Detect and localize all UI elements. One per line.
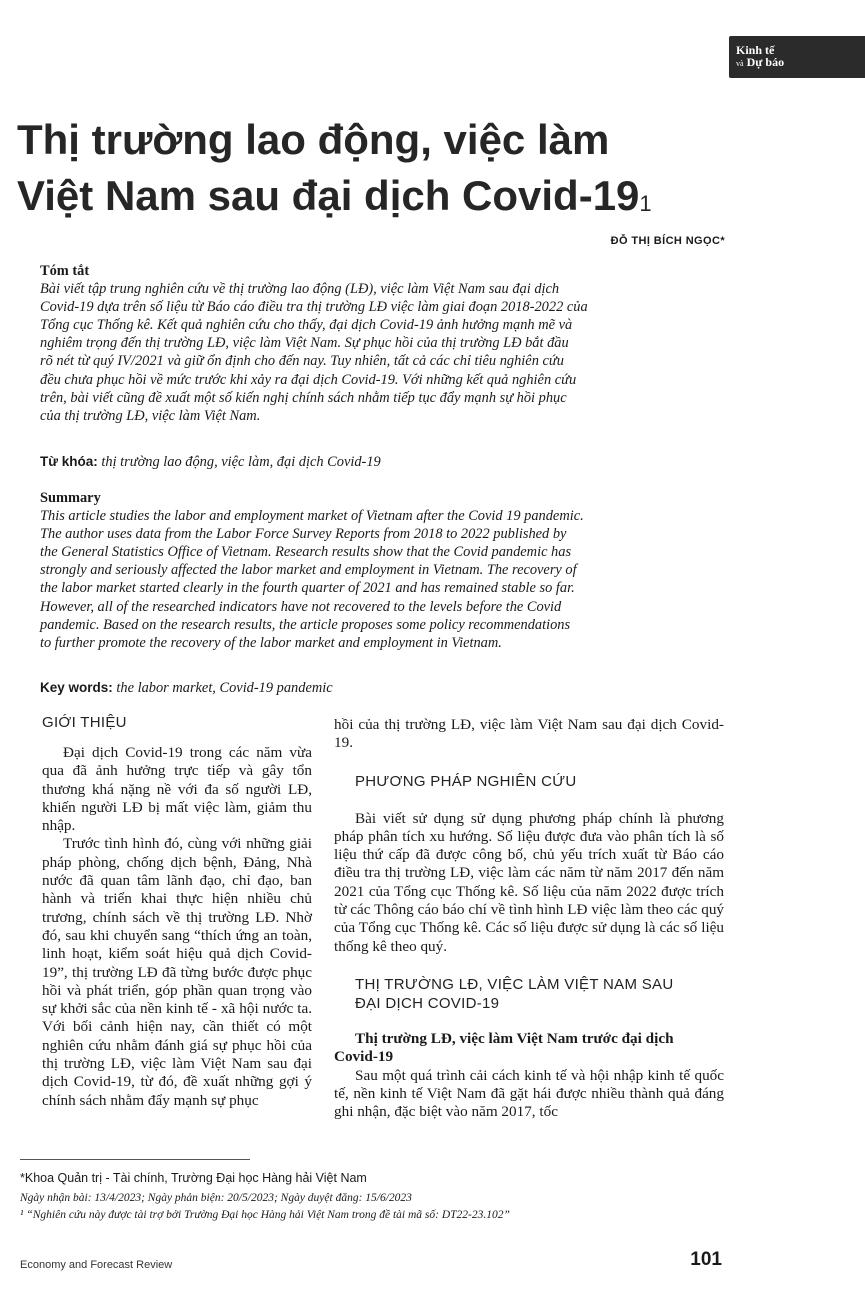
- footnote-funding: ¹ “Nghiên cứu này được tài trợ bởi Trường Đại học Hàng hải Việt Nam trong đề tài mã số: DT22-23.102”: [20, 1209, 510, 1221]
- abstract-vi-heading: Tóm tắt: [40, 263, 90, 279]
- footnote-divider: [20, 1159, 250, 1160]
- section-heading-introduction: GIỚI THIỆU: [42, 714, 127, 731]
- abstract-vi-line: trên, bài viết cũng đề xuất một số kiến nghị chính sách nhằm tiếp tục đẩy mạnh sự hồi phục: [40, 389, 567, 406]
- title-line2: Việt Nam sau đại dịch Covid-19: [17, 172, 640, 219]
- text-line: giải pháp phòng, chống dịch bệnh, Đảng,: [42, 835, 312, 871]
- abstract-en-line: However, all of the researched indicators have not recovered to the levels before the Covid: [40, 598, 562, 615]
- text-line: phần quan trọng vào sự khởi sắc của: [42, 981, 313, 1018]
- footnote-dates: Ngày nhận bài: 13/4/2023; Ngày phản biện: 20/5/2023; Ngày duyệt đăng: 15/6/2023: [20, 1192, 412, 1204]
- keywords-vi-label: Từ khóa:: [40, 454, 98, 469]
- text-line: tế quốc tế, nền kinh tế Việt Nam đã gặt hái được nhiều: [334, 1066, 725, 1102]
- section-heading-labor-market: [355, 975, 724, 1013]
- abstract-vi-line: rõ nét từ quý IV/2021 và giữ ổn định cho đến nay. Tuy nhiên, tất cả các chỉ tiêu nghiên cứu: [40, 353, 564, 370]
- text-line: vào phân tích là số liệu thứ cấp đã được công bố, chủ: [334, 827, 724, 864]
- text-line: nền kinh tế - xã hội nước ta. Với bối: [42, 1000, 313, 1036]
- text-line: Trước tình hình đó, cùng với những: [63, 835, 285, 853]
- methods-paragraph: [334, 810, 724, 956]
- intro-paragraph-2: [42, 835, 312, 1109]
- text-line: Sau một quá trình cải cách kinh tế và hội nhập kinh: [355, 1066, 675, 1084]
- abstract-vi-line: Bài viết tập trung nghiên cứu về thị trường lao động (LĐ), việc làm Việt Nam sau đại dịch: [40, 281, 560, 298]
- text-line: làm các năm từ năm 2017 đến năm 2021 của Tổng: [334, 864, 725, 900]
- abstract-en-line: to further promote the recovery of the labor market and employment in Vietnam.: [40, 634, 502, 651]
- abstract-en-heading: Summary: [40, 490, 101, 506]
- logo-line1: Kinh tế: [736, 43, 775, 57]
- right-column: [334, 716, 724, 1121]
- journal-logo: [729, 36, 865, 78]
- abstract-vietnamese: [40, 262, 705, 425]
- page-title: [17, 112, 777, 224]
- before-covid-paragraph: [334, 1067, 724, 1122]
- title-footnote-mark: 1: [639, 191, 652, 216]
- abstract-en-line: the labor market started clearly in the fourth quarter of 2021 and has remained stable so far.: [40, 580, 575, 597]
- text-line: là các số liệu thống kê theo quý.: [334, 919, 725, 955]
- text-line: Nhờ đó, sau khi chuyển sang “thích ứng: [42, 908, 313, 944]
- text-line: cục Thống kê. Số liệu của năm 2022 được trích từ các: [334, 882, 724, 919]
- abstract-english: [40, 489, 705, 652]
- abstract-vi-line: Covid-19 dựa trên số liệu từ Báo cáo điều tra thị trường LĐ việc làm giai đoạn 2018-2022 của: [40, 299, 588, 316]
- abstract-en-line: pandemic. Based on the research results, the article proposes some policy recommendations: [40, 616, 571, 633]
- text-line: dịch Covid-19”, thị trường LĐ đã từng: [42, 945, 312, 981]
- text-line: cứu nhằm đánh giá sự phục hồi của thị: [42, 1036, 312, 1073]
- text-line: dịch Covid-19, từ đó, đề xuất những gợi: [42, 1073, 299, 1091]
- footnote-affiliation: *Khoa Quản trị - Tài chính, Trường Đại học Hàng hải Việt Nam: [20, 1171, 367, 1185]
- abstract-en-line: The author uses data from the Labor Force Survey Reports from 2018 to 2022 published by: [40, 526, 567, 543]
- logo-small: và: [736, 59, 744, 68]
- text-line: Covid-19.: [334, 716, 724, 752]
- labor-heading-line2: ĐẠI DỊCH COVID-19: [355, 994, 500, 1012]
- text-line: ý chính sách nhằm đẩy mạnh sự phục: [42, 1073, 312, 1109]
- abstract-vi-body: [40, 280, 705, 425]
- section-heading-methods: PHƯƠNG PHÁP NGHIÊN CỨU: [355, 772, 577, 790]
- text-line: yếu trích xuất từ Báo cáo điều tra thị trường LĐ, việc: [334, 846, 725, 882]
- left-column: [42, 744, 312, 1110]
- text-line: Bài viết sử dụng sử dụng phương pháp chính là: [355, 809, 671, 827]
- title-line1: Thị trường lao động, việc làm: [17, 116, 610, 163]
- text-line: thu nhập.: [42, 798, 312, 835]
- text-line: khiến người LĐ bị mất việc làm, giảm: [42, 798, 288, 816]
- text-line: ban hành và triển khai thực hiện nhiều: [42, 872, 313, 908]
- text-line: phương pháp phân tích xu hướng. Số liệu được đưa: [334, 809, 724, 845]
- keywords-english: [40, 679, 705, 697]
- text-line: chủ trương, chính sách về thị trường LĐ.: [42, 890, 312, 926]
- abstract-en-line: This article studies the labor and employment market of Vietnam after the Covid 19 pandemic.: [40, 508, 584, 525]
- logo-line2: [736, 56, 865, 70]
- text-line: Đại dịch Covid-19 trong các năm vừa: [63, 744, 312, 761]
- text-line: bước được phục hồi và phát triển, góp: [42, 963, 312, 999]
- subsection-heading-before-covid: [334, 1030, 724, 1067]
- keywords-vi-text: thị trường lao động, việc làm, đại dịch Covid-19: [101, 454, 381, 470]
- text-line: cảnh hiện nay, cần thiết có một nghiên: [42, 1018, 313, 1054]
- abstract-vi-line: của thị trường LĐ, việc làm Việt Nam.: [40, 407, 261, 424]
- abstract-vi-line: đều chưa phục hồi về mức trước khi xảy ra đại dịch Covid-19. Với những kết quả nghiên cứu: [40, 371, 577, 388]
- text-line: Thông cáo báo chí về tình hình LĐ việc làm theo các: [374, 901, 698, 919]
- abstract-vi-line: Tổng cục Thống kê. Kết quả nghiên cứu cho thấy, đại dịch Covid-19 ảnh hưởng mạnh mẽ và: [40, 317, 573, 334]
- abstract-vi-line: nghiêm trọng đến thị trường LĐ, việc làm Việt Nam. Sự phục hồi của thị trường LĐ bắt đầu: [40, 335, 569, 352]
- intro-continuation: [334, 716, 724, 753]
- logo-line2-text: Dự báo: [746, 55, 785, 69]
- text-line: trường LĐ, việc làm Việt Nam sau đại: [64, 1055, 313, 1073]
- keywords-vietnamese: [40, 453, 705, 471]
- text-line: thành quả đáng ghi nhận, đặc biệt vào năm 2017, tốc: [334, 1084, 724, 1121]
- subheading-line1: Thị trường LĐ, việc làm Việt Nam trước đại dịch: [355, 1029, 674, 1047]
- text-line: quý của Tổng cục Thống kê. Các số liệu được sử dụng: [334, 901, 724, 937]
- text-line: Nhà nước đã quan tâm lãnh đạo, chỉ đạo,: [42, 853, 312, 890]
- abstract-en-body: [40, 507, 705, 652]
- abstract-en-line: the General Statistics Office of Vietnam. Research results show that the Covid pandemic has: [40, 544, 572, 561]
- abstract-en-line: strongly and seriously affected the labor market and employment in Vietnam. The recovery of: [40, 562, 577, 579]
- text-line: hồi của thị trường LĐ, việc làm Việt Nam sau đại dịch: [334, 716, 677, 733]
- text-line: qua đã ảnh hưởng trực tiếp và gây tổn: [42, 762, 312, 780]
- journal-name: Economy and Forecast Review: [20, 1259, 173, 1271]
- author-name: ĐỖ THỊ BÍCH NGỌC*: [610, 235, 725, 247]
- subheading-line2: Covid-19: [334, 1048, 394, 1066]
- labor-heading-line1: THỊ TRƯỜNG LĐ, VIỆC LÀM VIỆT NAM SAU: [355, 975, 674, 993]
- intro-paragraph-1: [42, 744, 312, 835]
- page-number: 101: [690, 1249, 722, 1270]
- text-line: thương khá nặng nề với đa số người LĐ,: [42, 780, 312, 798]
- keywords-en-text: the labor market, Covid-19 pandemic: [116, 680, 333, 696]
- text-line: an toàn, linh hoạt, kiểm soát hiệu quả: [42, 926, 312, 963]
- keywords-en-label: Key words:: [40, 680, 113, 695]
